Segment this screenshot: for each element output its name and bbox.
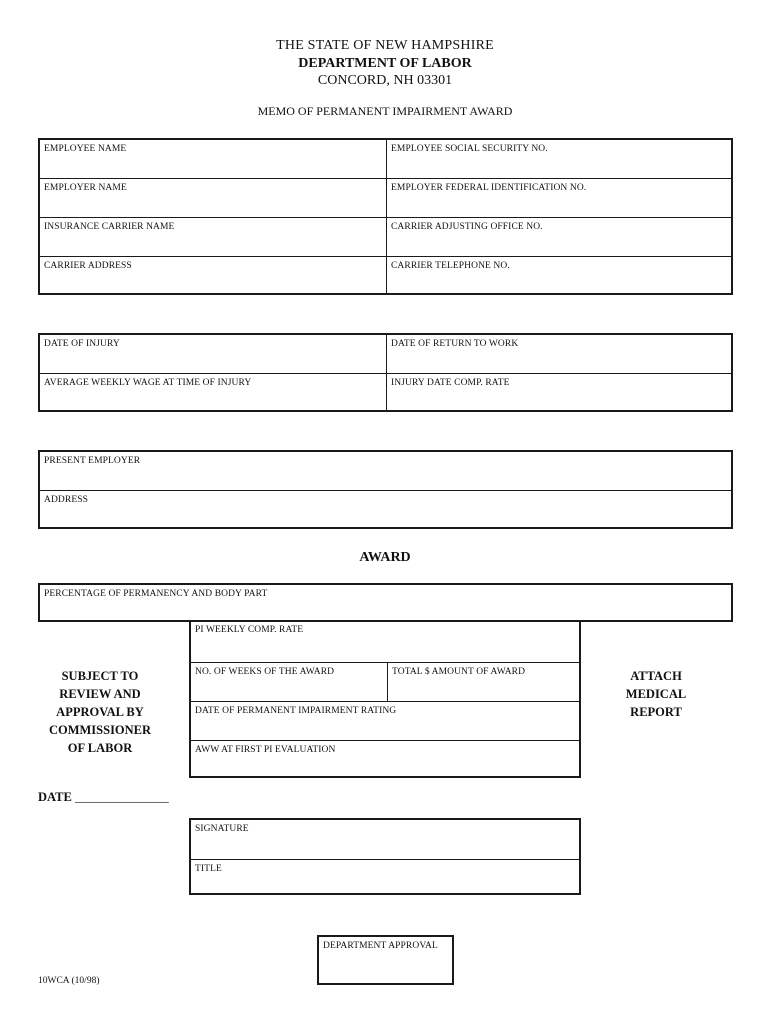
percentage-field[interactable] [38,583,733,622]
employer-fein-field[interactable] [387,179,731,217]
pi-weekly-rate-field[interactable] [191,621,579,662]
employee-ssn-label: EMPLOYEE SOCIAL SECURITY NO. [391,144,548,154]
date-return-label: DATE OF RETURN TO WORK [391,339,519,349]
signature-label: SIGNATURE [195,824,249,834]
present-employer-label: PRESENT EMPLOYER [44,456,141,466]
date-field[interactable] [38,790,169,805]
employer-name-label: EMPLOYER NAME [44,183,127,193]
employee-info-box [38,138,733,295]
aww-first-label: AWW AT FIRST PI EVALUATION [195,745,336,755]
injury-info-box [38,333,733,412]
commissioner-approval-note: SUBJECT TO REVIEW AND APPROVAL BY COMMISSIONER OF LABOR [48,669,152,755]
date-of-injury-label: DATE OF INJURY [44,339,120,349]
title-field[interactable] [191,860,579,893]
carrier-phone-label: CARRIER TELEPHONE NO. [391,261,510,271]
total-amount-label: TOTAL $ AMOUNT OF AWARD [392,667,526,677]
employee-name-field[interactable] [40,140,386,178]
present-employer-address-field[interactable] [40,491,731,527]
percentage-label: PERCENTAGE OF PERMANENCY AND BODY PART [44,589,268,599]
date-line: _______________ [74,790,169,804]
date-label: DATE [38,790,72,804]
employer-fein-label: EMPLOYER FEDERAL IDENTIFICATION NO. [391,183,587,193]
department-approval-label: DEPARTMENT APPROVAL [323,941,438,951]
title-label: TITLE [195,864,222,874]
department-title: DEPARTMENT OF LABOR [298,56,472,71]
aww-first-field[interactable] [191,741,579,777]
employee-ssn-field[interactable] [387,140,731,178]
date-of-injury-field[interactable] [40,335,386,373]
signature-title-box [189,818,581,895]
pi-rating-date-field[interactable] [191,702,579,740]
carrier-address-label: CARRIER ADDRESS [44,261,132,271]
weeks-label: NO. OF WEEKS OF THE AWARD [195,667,335,677]
insurance-carrier-label: INSURANCE CARRIER NAME [44,222,175,232]
department-approval-box[interactable] [317,935,454,985]
carrier-office-label: CARRIER ADJUSTING OFFICE NO. [391,222,543,232]
memo-title: MEMO OF PERMANENT IMPAIRMENT AWARD [257,104,513,118]
date-return-field[interactable] [387,335,731,373]
signature-field[interactable] [191,820,579,859]
present-employer-box [38,450,733,529]
department-location: CONCORD, NH 03301 [317,73,453,88]
employer-name-field[interactable] [40,179,386,217]
state-title: THE STATE OF NEW HAMPSHIRE [276,38,494,53]
pi-weekly-rate-label: PI WEEKLY COMP. RATE [195,625,304,635]
total-amount-field[interactable] [388,663,579,701]
present-employer-field[interactable] [40,452,731,490]
carrier-office-field[interactable] [387,218,731,256]
injury-comp-rate-field[interactable] [387,374,731,410]
form-id: 10WCA (10/98) [38,976,100,986]
injury-comp-rate-label: INJURY DATE COMP. RATE [391,378,510,388]
employee-name-label: EMPLOYEE NAME [44,144,127,154]
carrier-address-field[interactable] [40,257,386,293]
weeks-field[interactable] [191,663,387,701]
carrier-phone-field[interactable] [387,257,731,293]
award-heading: AWARD [359,550,411,565]
avg-weekly-wage-label: AVERAGE WEEKLY WAGE AT TIME OF INJURY [44,378,252,388]
avg-weekly-wage-field[interactable] [40,374,386,410]
insurance-carrier-field[interactable] [40,218,386,256]
pi-rating-date-label: DATE OF PERMANENT IMPAIRMENT RATING [195,706,397,716]
present-employer-address-label: ADDRESS [44,495,88,505]
attach-medical-report-note: ATTACH MEDICAL REPORT [625,669,687,719]
award-details-box [189,620,581,778]
